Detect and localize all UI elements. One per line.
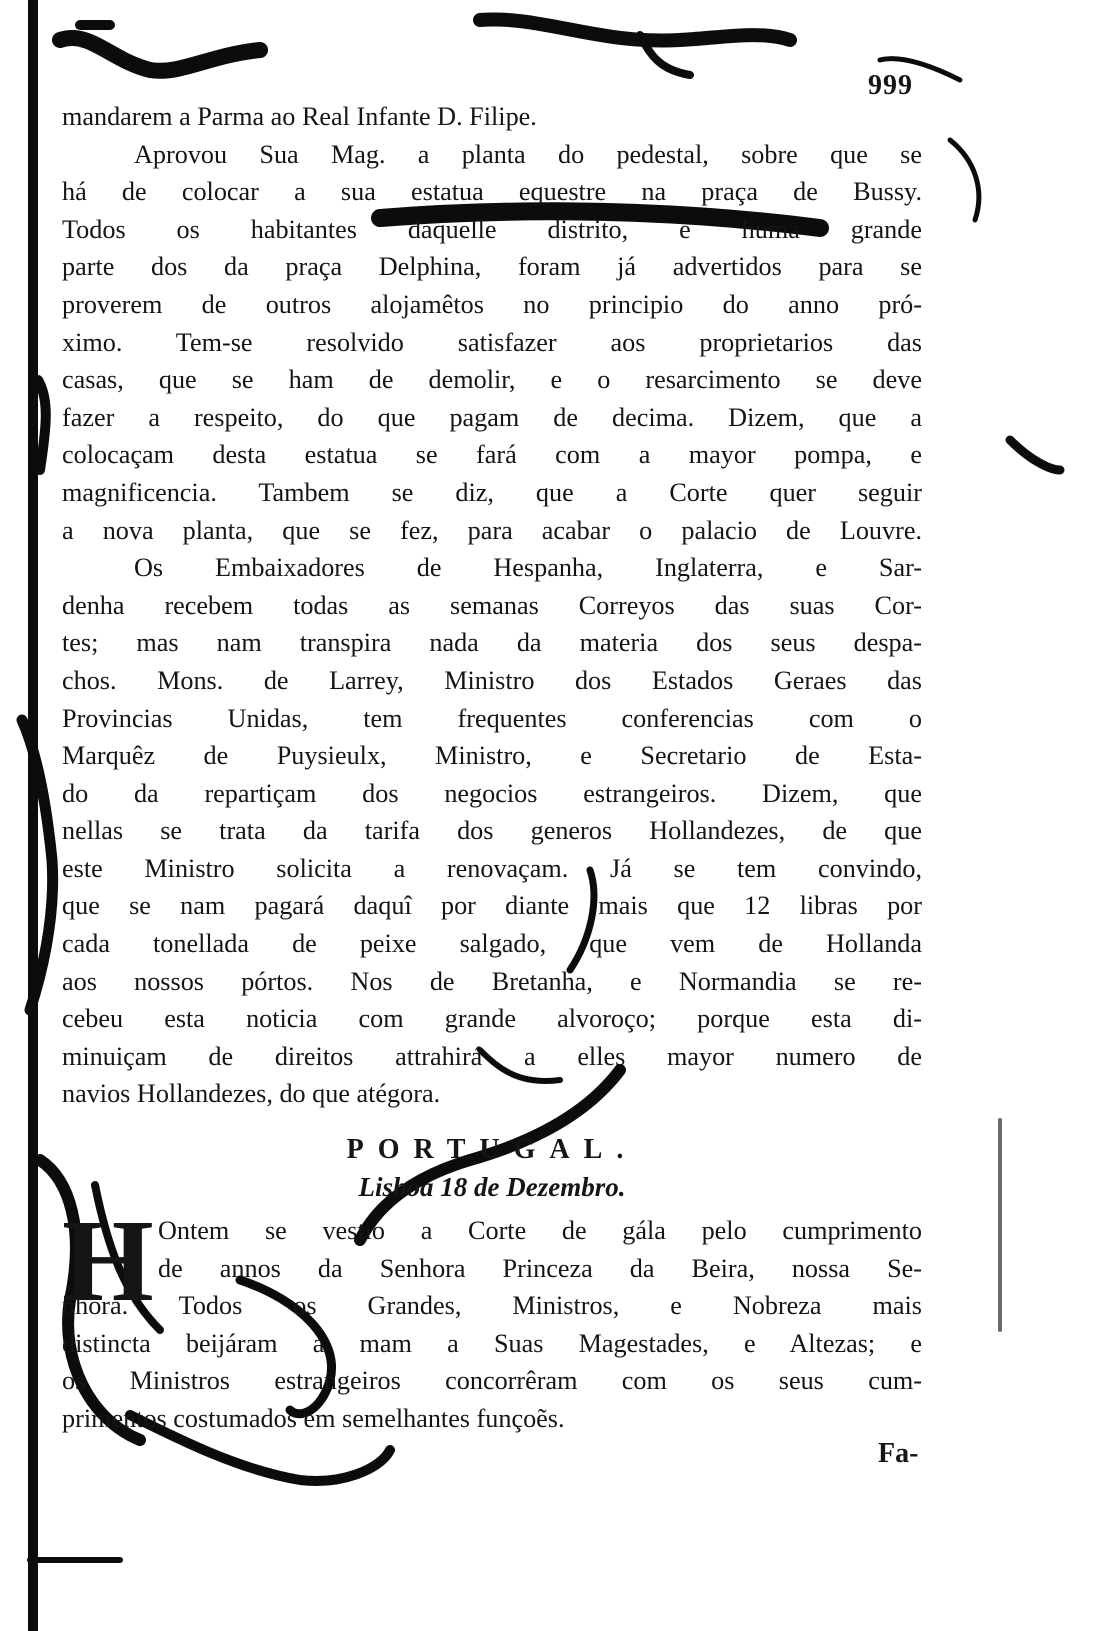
text-line: colocaçam desta estatua se fará com a mayor pompa, e	[62, 440, 922, 470]
text-line: Todos os habitantes daquelle distrito, e huma grande	[62, 214, 922, 244]
text-line: primentos costumados em semelhantes funçoẽs.	[62, 1403, 565, 1433]
text-line: que se nam pagará daquî por diante mais que 12 libras por	[62, 891, 922, 921]
page-number: 999	[868, 70, 913, 101]
catchword: Fa-	[878, 1438, 919, 1469]
text-line: cada tonellada de peixe salgado, que vem de Hollanda	[62, 929, 922, 959]
text-line: tes; mas nam transpira nada da materia dos seus despa-	[62, 628, 922, 658]
text-line: Os Embaixadores de Hespanha, Inglaterra, e Sar-	[134, 553, 922, 583]
text-line: aos nossos pórtos. Nos de Bretanha, e Normandia se re-	[62, 966, 922, 996]
text-line: casas, que se ham de demolir, e o resarcimento se deve	[62, 365, 922, 395]
article-paragraph-1	[62, 98, 922, 1113]
text-line: Aprovou Sua Mag. a planta do pedestal, sobre que se	[134, 139, 922, 169]
text-line: de annos da Senhora Princeza da Beira, nossa Se-	[158, 1253, 922, 1283]
text-line: fazer a respeito, do que pagam de decima. Dizem, que a	[62, 402, 922, 432]
text-line: Provincias Unidas, tem frequentes conferencias com o	[62, 703, 922, 733]
drop-cap: H	[62, 1195, 154, 1326]
text-line: ximo. Tem-se resolvido satisfazer aos proprietarios das	[62, 327, 922, 357]
text-line: Marquêz de Puysieulx, Ministro, e Secretario de Esta-	[62, 741, 922, 771]
text-line: distincta beijáram a mam a Suas Magestades, e Altezas; e	[62, 1328, 922, 1358]
text-line: proverem de outros alojamêtos no principio do anno pró-	[62, 289, 922, 319]
text-line: cebeu esta noticia com grande alvoroço; porque esta di-	[62, 1004, 922, 1034]
text-line: nellas se trata da tarifa dos generos Hollandezes, de que	[62, 816, 922, 846]
text-line: este Ministro solicita a renovaçam. Já se tem convindo,	[62, 853, 922, 883]
text-line: parte dos da praça Delphina, foram já advertidos para se	[62, 252, 922, 282]
section-heading: PORTUGAL.	[346, 1134, 638, 1165]
text-line: os Ministros estrangeiros concorrêram com os seus cum-	[62, 1366, 922, 1396]
text-line: mandarem a Parma ao Real Infante D. Filipe.	[62, 102, 537, 131]
dateline: Lisboa 18 de Dezembro.	[358, 1172, 626, 1202]
text-line: magnificencia. Tambem se diz, que a Corte quer seguir	[62, 477, 922, 507]
text-line: denha recebem todas as semanas Correyos das suas Cor-	[62, 590, 922, 620]
text-line: chos. Mons. de Larrey, Ministro dos Estados Geraes das	[62, 665, 922, 695]
text-line: Ontem se vestio a Corte de gála pelo cumprimento	[158, 1216, 922, 1245]
text-line: minuiçam de direitos attrahirá a elles mayor numero de	[62, 1041, 922, 1071]
text-line: do da repartiçam dos negocios estrangeiros. Dizem, que	[62, 778, 922, 808]
text-line: navios Hollandezes, do que atégora.	[62, 1079, 441, 1109]
text-line: nhora. Todos os Grandes, Ministros, e Nobreza mais	[62, 1291, 922, 1321]
text-line: há de colocar a sua estatua equestre na praça de Bussy.	[62, 177, 922, 207]
article-paragraph-2	[62, 1212, 922, 1438]
text-line: a nova planta, que se fez, para acabar o palacio de Louvre.	[62, 515, 922, 545]
